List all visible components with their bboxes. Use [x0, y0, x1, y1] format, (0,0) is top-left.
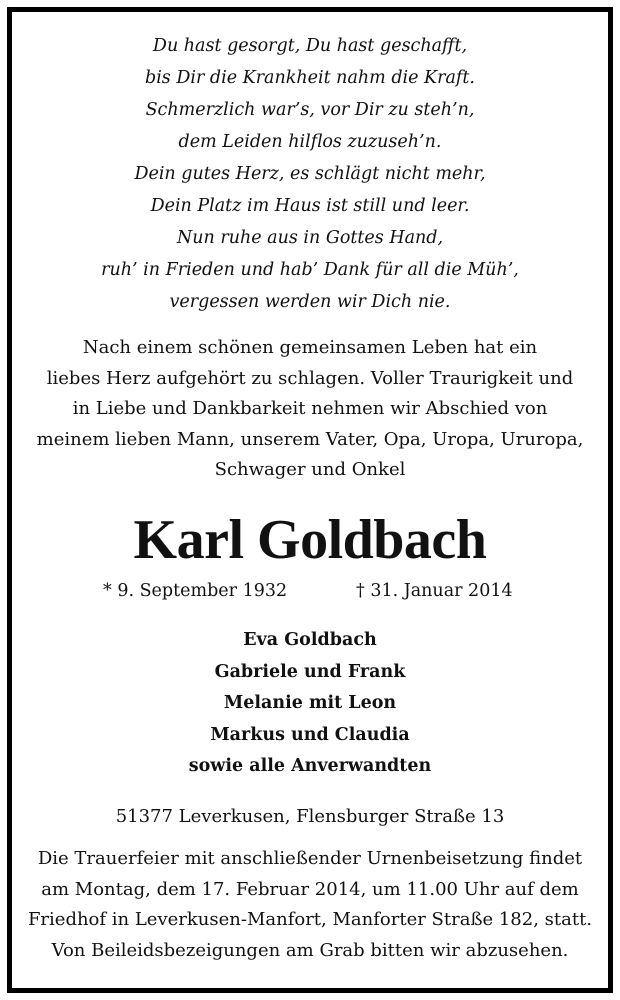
mourner-name: Markus und Claudia: [210, 724, 410, 745]
intro-line: in Liebe und Dankbarkeit nehmen wir Abschied von: [72, 398, 548, 419]
closing-line: am Montag, dem 17. Februar 2014, um 11.00 Uhr auf dem: [41, 878, 579, 900]
mourner-name: sowie alle Anverwandten: [188, 756, 432, 776]
funeral-notice: [0, 844, 620, 966]
mourner-name: Melanie mit Leon: [223, 693, 397, 713]
poem-line: vergessen werden wir Dich nie.: [169, 292, 451, 312]
mourner-name: Eva Goldbach: [243, 630, 377, 650]
family-address: 51377 Leverkusen, Flensburger Straße 13: [115, 806, 505, 827]
mourner-name: Gabriele und Frank: [214, 661, 406, 682]
closing-line: Die Trauerfeier mit anschließender Urnenbeisetzung findet: [37, 848, 583, 869]
intro-text: [0, 333, 620, 486]
closing-line: Friedhof in Leverkusen-Manfort, Manforter Straße 182, statt.: [27, 909, 593, 930]
poem-line: ruh’ in Frieden und hab’ Dank für all die Müh’,: [101, 260, 519, 280]
intro-line: liebes Herz aufgehört zu schlagen. Voller Traurigkeit und: [46, 367, 574, 389]
poem-line: bis Dir die Krankheit nahm die Kraft.: [145, 68, 475, 88]
intro-line: Nach einem schönen gemeinsamen Leben hat ein: [82, 337, 538, 358]
poem-line: Dein gutes Herz, es schlägt nicht mehr,: [134, 164, 486, 184]
closing-line: Von Beileidsbezeigungen am Grab bitten wir abzusehen.: [51, 939, 569, 961]
mourners-list: [0, 625, 620, 783]
birth-date: * 9. September 1932: [103, 581, 288, 601]
intro-line: Schwager und Onkel: [214, 459, 406, 480]
poem-line: Du hast gesorgt, Du hast geschafft,: [152, 36, 468, 56]
poem-line: Nun ruhe aus in Gottes Hand,: [176, 228, 444, 248]
deceased-name: Karl Goldbach: [133, 509, 487, 571]
death-date: † 31. Januar 2014: [356, 581, 513, 601]
poem: [0, 30, 620, 318]
poem-line: Schmerzlich war’s, vor Dir zu steh’n,: [145, 100, 475, 120]
poem-line: Dein Platz im Haus ist still und leer.: [150, 196, 470, 216]
poem-line: dem Leiden hilflos zuzuseh’n.: [178, 132, 442, 152]
intro-line: meinem lieben Mann, unserem Vater, Opa, Uropa, Ururopa,: [36, 428, 584, 450]
